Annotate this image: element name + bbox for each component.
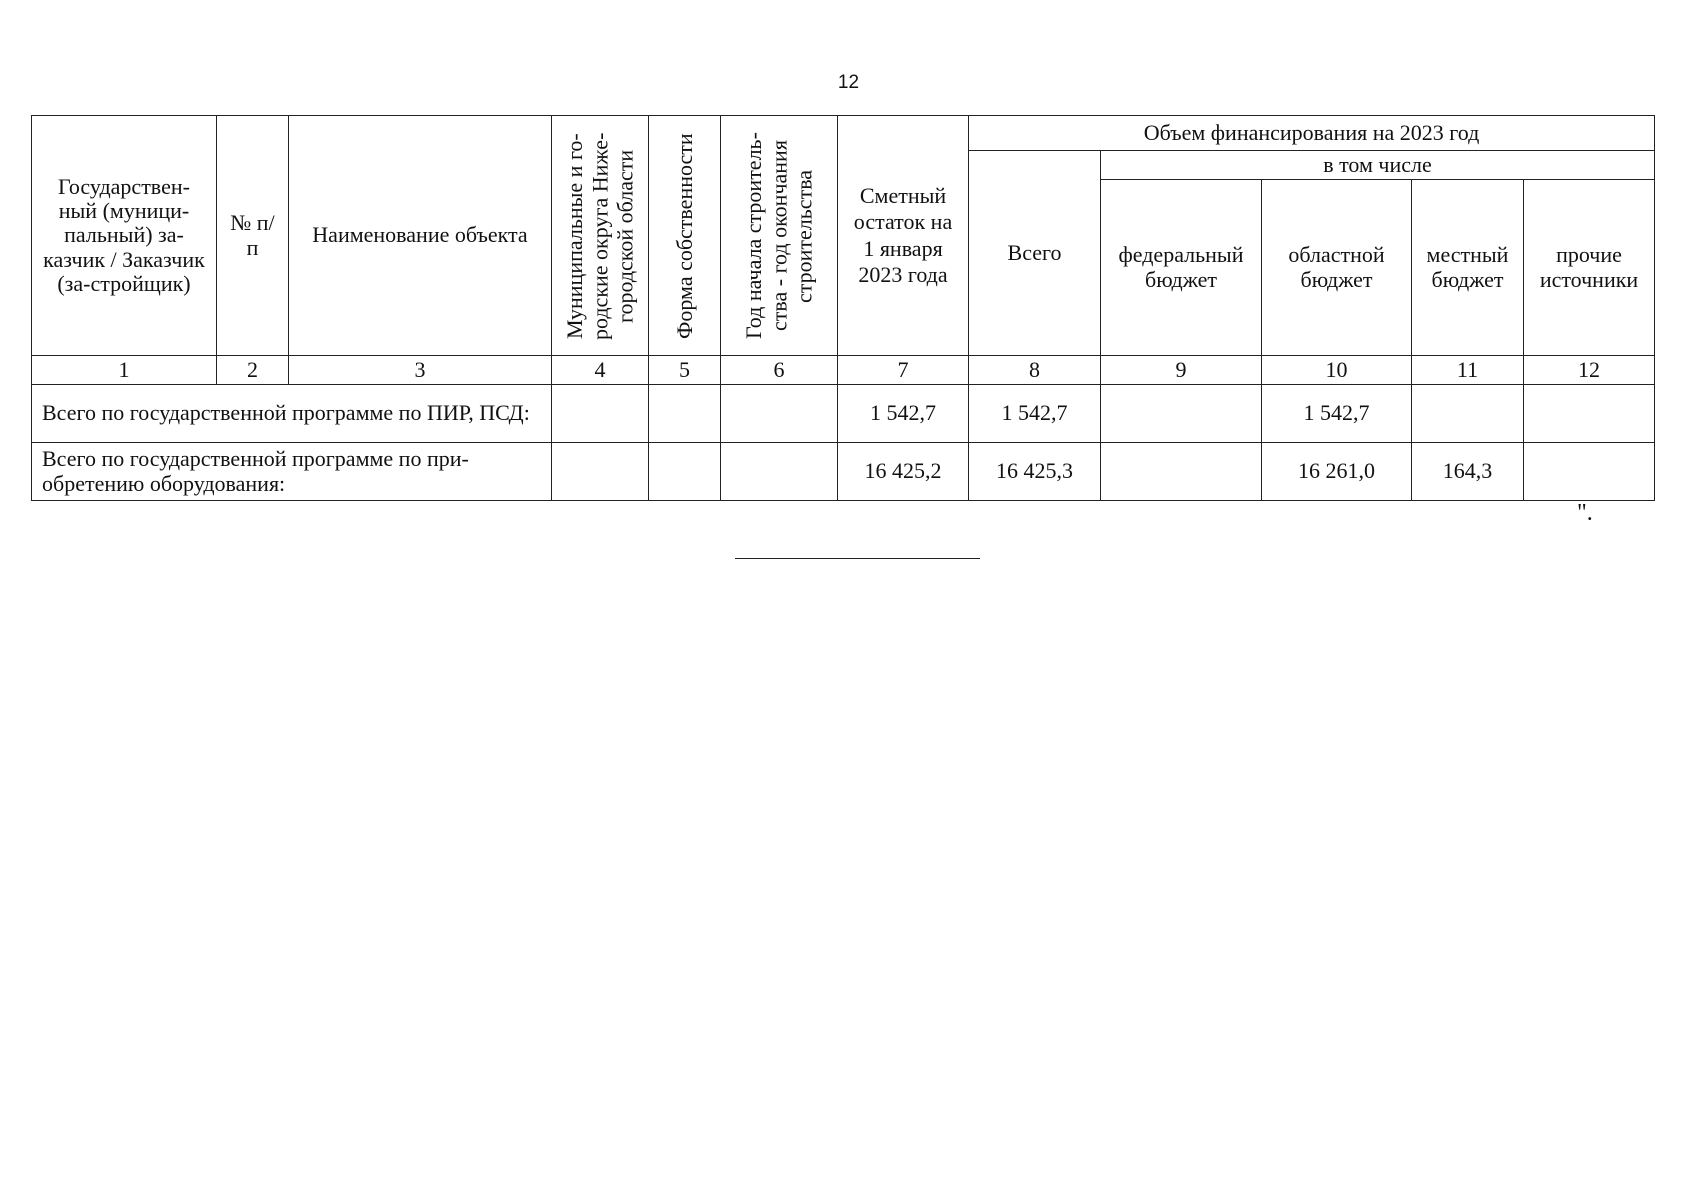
table-row [32,385,1655,443]
cell-total: 1 542,7 [969,385,1101,443]
column-number-row [32,356,1655,385]
cell-regional: 16 261,0 [1262,443,1412,501]
cell-municipality [552,443,649,501]
page-number: 12 [837,72,860,93]
financing-table [31,115,1655,501]
header-estimate: Сметный остаток на 1 января 2023 года [838,116,969,356]
column-number: 1 [32,356,217,385]
header-object-name: Наименование объекта [289,116,552,356]
cell-estimate: 1 542,7 [838,385,969,443]
table-row [32,443,1655,501]
column-number: 3 [289,356,552,385]
header-number: № п/п [217,116,289,356]
header-regional: областной бюджет [1262,180,1412,356]
header-local: местный бюджет [1412,180,1524,356]
header-federal: федеральный бюджет [1101,180,1262,356]
cell-regional: 1 542,7 [1262,385,1412,443]
cell-federal [1101,385,1262,443]
column-number: 12 [1524,356,1655,385]
column-number: 2 [217,356,289,385]
cell-local: 164,3 [1412,443,1524,501]
column-number: 4 [552,356,649,385]
cell-total: 16 425,3 [969,443,1101,501]
header-including: в том числе [1101,151,1655,180]
cell-ownership [649,443,721,501]
header-customer: Государствен-ный (муници-пальный) за-казчик / Заказчик (за-стройщик) [32,116,217,356]
column-number: 6 [721,356,838,385]
header-ownership: Форма собственности [649,116,721,356]
row-label: Всего по государственной программе по ПИР, ПСД: [32,385,552,443]
header-years: Год начала строитель-ства - год окончания строительства [721,116,838,356]
column-number: 8 [969,356,1101,385]
header-total: Всего [969,151,1101,356]
cell-local [1412,385,1524,443]
row-label: Всего по государственной программе по при-обретению оборудования: [32,443,552,501]
cell-years [721,443,838,501]
column-number: 10 [1262,356,1412,385]
column-number: 11 [1412,356,1524,385]
cell-other [1524,385,1655,443]
column-number: 5 [649,356,721,385]
header-financing-group: Объем финансирования на 2023 год [969,116,1655,151]
column-number: 9 [1101,356,1262,385]
header-other: прочие источники [1524,180,1655,356]
header-municipality: Муниципальные и го-родские округа Ниже-городской области [552,116,649,356]
cell-estimate: 16 425,2 [838,443,969,501]
cell-other [1524,443,1655,501]
cell-ownership [649,385,721,443]
closing-quote: ". [1577,500,1593,526]
cell-federal [1101,443,1262,501]
column-number: 7 [838,356,969,385]
end-divider [735,558,980,559]
cell-municipality [552,385,649,443]
cell-years [721,385,838,443]
